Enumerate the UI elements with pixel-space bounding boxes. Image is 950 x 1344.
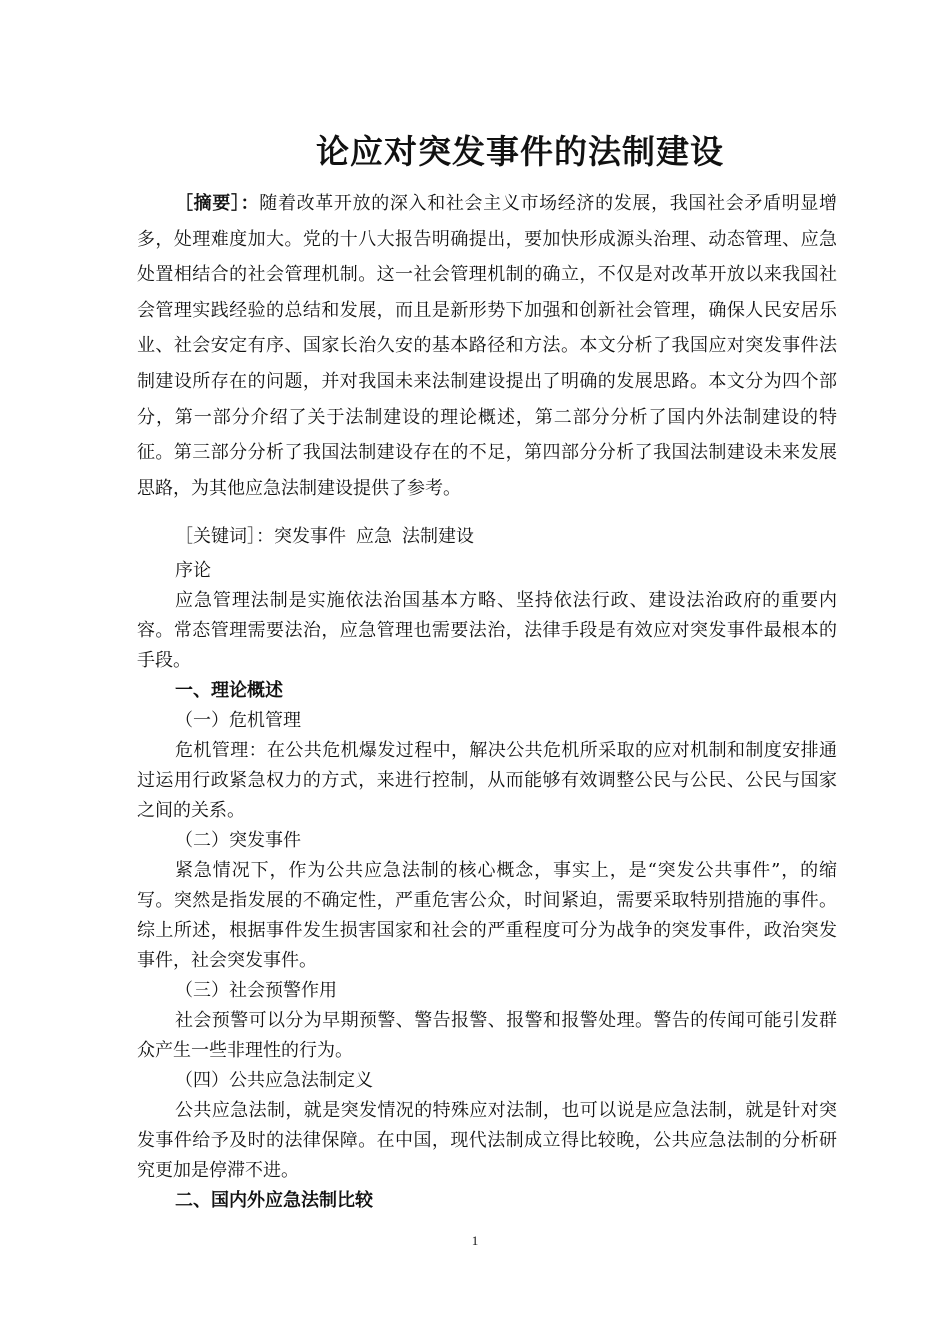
subsection-heading-social-warning: （三）社会预警作用 [175,980,337,1001]
preface-heading: 序论 [175,560,211,581]
keywords-label: ［关键词］： [175,526,274,547]
emergency-events-paragraph: 紧急情况下，作为公共应急法制的核心概念，事实上，是“突发公共事件”，的缩写。突然是指发展的不确定性，严重危害公众，时间紧迫，需要采取特别措施的事件。综上所述，根据事件发生损害国家和社会的严重程度可分为战争的突发事件，政治突发事件，社会突发事件。 [137,860,837,971]
subsection-heading-emergency-events: （二）突发事件 [175,830,301,851]
abstract-text: 随着改革开放的深入和社会主义市场经济的发展，我国社会矛盾明显增多，处理难度加大。党的十八大报告明确提出，要加快形成源头治理、动态管理、应急处置相结合的社会管理机制。这一社会管理机制的确立，不仅是对改革开放以来我国社会管理实践经验的总结和发展，而且是新形势下加强和创新社会管理，确保人民安居乐业、社会安定有序、国家长治久安的基本路径和方法。本文分析了我国应对突发事件法制建设所存在的问题，并对我国未来法制建设提出了明确的发展思路。本文分为四个部分，第一部分介绍了关于法制建设的理论概述，第二部分分析了国内外法制建设的特征。第三部分分析了我国法制建设存在的不足，第四部分分析了我国法制建设未来发展思路，为其他应急法制建设提供了参考。 [137,193,838,499]
emergency-law-definition-paragraph: 公共应急法制，就是突发情况的特殊应对法制，也可以说是应急法制，就是针对突发事件给予及时的法律保障。在中国，现代法制成立得比较晚，公共应急法制的分析研究更加是停滞不进。 [137,1100,837,1181]
subsection-heading-emergency-law-definition: （四）公共应急法制定义 [175,1070,373,1091]
preface-paragraph: 应急管理法制是实施依法治国基本方略、坚持依法行政、建设法治政府的重要内容。常态管理需要法治，应急管理也需要法治，法律手段是有效应对突发事件最根本的手段。 [137,590,837,671]
section-heading-comparison: 二、国内外应急法制比较 [175,1190,373,1211]
page-number: 1 [471,1233,479,1248]
abstract-paragraph [137,186,837,506]
subsection-heading-crisis-management: （一）危机管理 [175,710,301,731]
social-warning-paragraph: 社会预警可以分为早期预警、警告报警、报警和报警处理。警告的传闻可能引发群众产生一些非理性的行为。 [137,1010,837,1061]
keyword-item: 突发事件 [274,526,346,547]
crisis-management-paragraph: 危机管理：在公共危机爆发过程中，解决公共危机所采取的应对机制和制度安排通过运用行政紧急权力的方式，来进行控制，从而能够有效调整公民与公民、公民与国家之间的关系。 [137,740,837,821]
abstract-label: ［摘要］： [175,193,260,214]
keyword-item: 法制建设 [402,526,474,547]
document-title: 论应对突发事件的法制建设 [316,132,724,171]
keywords-line [137,522,837,552]
section-heading-theory: 一、理论概述 [175,680,283,701]
keyword-item: 应急 [356,526,392,547]
document-body [137,556,837,1216]
